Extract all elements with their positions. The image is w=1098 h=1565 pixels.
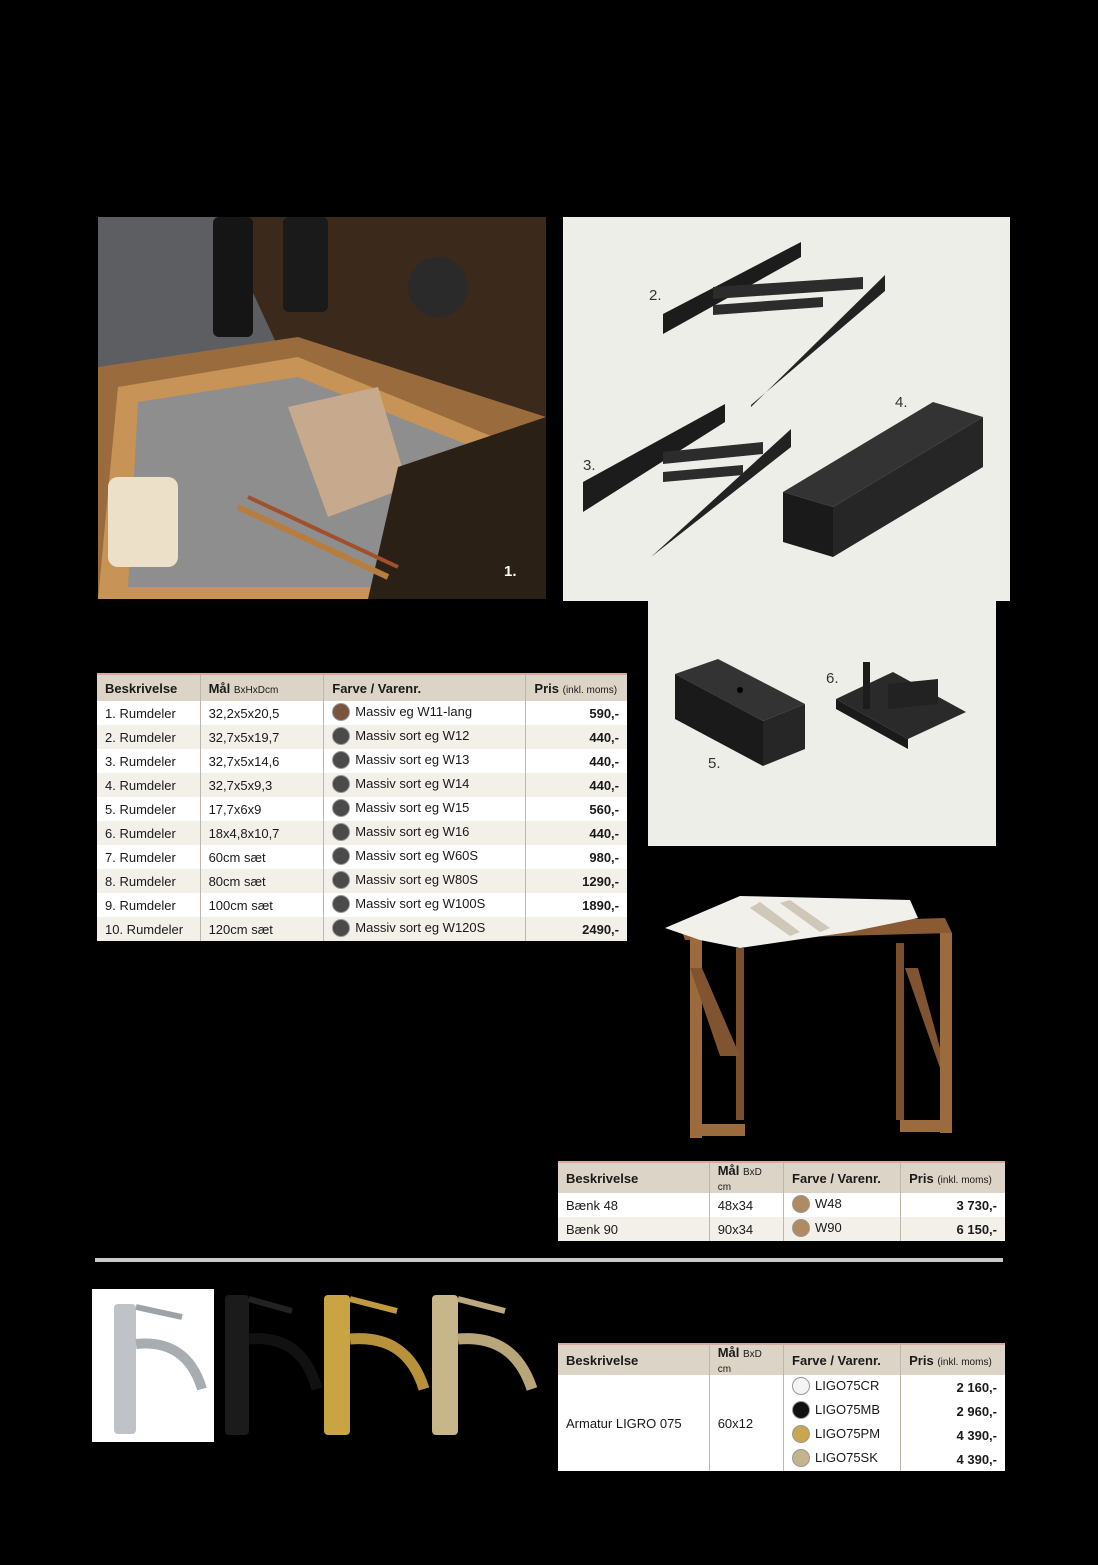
description-cell: 5. Rumdeler (105, 801, 176, 817)
table-row (97, 893, 627, 917)
col-price: Pris (inkl. moms) (901, 1162, 1005, 1193)
color-code: LIGO75MB (815, 1402, 881, 1417)
table-row (97, 917, 627, 941)
color-code: LIGO75SK (815, 1450, 878, 1465)
item-number-label: 5. (708, 755, 721, 772)
price-cell: 4 390,- (901, 1447, 1005, 1471)
item-number-label: 2. (649, 287, 662, 304)
color-cell (324, 869, 526, 893)
size-cell: 80cm sæt (200, 869, 324, 893)
table-row (97, 797, 627, 821)
description-cell: Armatur LIGRO 075 (566, 1415, 682, 1431)
color-swatch (332, 871, 350, 889)
bench-illustration (660, 888, 980, 1140)
color-code: Massiv sort eg W120S (355, 920, 486, 935)
col-description: Beskrivelse (558, 1162, 709, 1193)
size-cell: 32,7x5x19,7 (200, 725, 324, 749)
color-cell (324, 917, 526, 941)
color-swatch-group (332, 775, 469, 793)
color-swatch (332, 799, 350, 817)
price-cell: 2 160,- (901, 1375, 1005, 1399)
color-swatch-group (332, 751, 469, 769)
color-code: Massiv sort eg W12 (355, 728, 470, 743)
item-number-label: 4. (895, 394, 908, 411)
size-cell: 120cm sæt (200, 917, 324, 941)
color-cell (784, 1423, 901, 1447)
table-row (558, 1217, 1005, 1241)
color-swatch-group (332, 919, 485, 937)
description-cell: Bænk 90 (558, 1217, 709, 1241)
color-code: Massiv sort eg W60S (355, 848, 479, 863)
item-number-label: 1. (504, 563, 517, 580)
faucet-price-table (558, 1343, 1005, 1471)
color-swatch (792, 1219, 810, 1237)
price-cell: 440,- (526, 773, 627, 797)
color-swatch (332, 919, 350, 937)
table-row (97, 845, 627, 869)
table-row (558, 1193, 1005, 1217)
price-cell: 590,- (526, 701, 627, 725)
color-swatch-group (332, 823, 469, 841)
description-cell: 9. Rumdeler (105, 897, 176, 913)
size-cell: 32,7x5x14,6 (200, 749, 324, 773)
color-swatch-group (792, 1219, 842, 1237)
price-cell: 440,- (526, 725, 627, 749)
col-color: Farve / Varenr. (784, 1344, 901, 1375)
color-swatch-group (792, 1401, 880, 1419)
color-swatch (792, 1449, 810, 1467)
color-swatch (792, 1195, 810, 1213)
color-cell (324, 845, 526, 869)
color-swatch (332, 751, 350, 769)
table-header-row (558, 1162, 1005, 1193)
table-row (97, 821, 627, 845)
col-color: Farve / Varenr. (784, 1162, 901, 1193)
table-row (97, 749, 627, 773)
color-code: W48 (815, 1196, 842, 1211)
color-code: Massiv sort eg W100S (355, 896, 486, 911)
color-cell (324, 701, 526, 725)
size-cell: 18x4,8x10,7 (200, 821, 324, 845)
table-header-row (558, 1344, 1005, 1375)
divider-pieces-panel (563, 217, 1010, 601)
description-cell: 6. Rumdeler (97, 821, 200, 845)
size-cell: 32,7x5x9,3 (200, 773, 324, 797)
color-swatch-group (332, 703, 472, 721)
drawer-illustration (98, 217, 546, 599)
description-cell: 10. Rumdeler (97, 917, 200, 941)
color-code: W90 (815, 1220, 842, 1235)
faucet-photo (92, 1289, 552, 1444)
size-cell: 32,2x5x20,5 (200, 701, 324, 725)
color-swatch (332, 895, 350, 913)
color-swatch (332, 823, 350, 841)
color-swatch (332, 847, 350, 865)
bench-photo (660, 888, 980, 1140)
description-cell: 3. Rumdeler (105, 753, 176, 769)
description-cell: 1. Rumdeler (105, 705, 176, 721)
color-cell (324, 725, 526, 749)
box-pieces-panel (648, 584, 996, 846)
price-cell: 1290,- (526, 869, 627, 893)
col-price: Pris (inkl. moms) (526, 674, 627, 701)
color-cell (324, 893, 526, 917)
col-price: Pris (inkl. moms) (901, 1344, 1005, 1375)
price-cell: 6 150,- (901, 1217, 1005, 1241)
section-divider (95, 1258, 1003, 1262)
description-cell: 7. Rumdeler (105, 849, 176, 865)
table-row (97, 773, 627, 797)
color-swatch-group (792, 1425, 880, 1443)
color-cell (324, 773, 526, 797)
size-cell: 100cm sæt (200, 893, 324, 917)
color-code: Massiv sort eg W16 (355, 824, 470, 839)
color-code: Massiv sort eg W13 (355, 752, 470, 767)
description-cell: 8. Rumdeler (97, 869, 200, 893)
color-code: LIGO75CR (815, 1378, 880, 1393)
divider-price-table (97, 673, 627, 941)
size-cell: 60x12 (709, 1375, 783, 1471)
col-size: Mål BxD cm (709, 1162, 783, 1193)
table-row (97, 701, 627, 725)
color-swatch (332, 727, 350, 745)
color-swatch (332, 703, 350, 721)
color-cell (324, 749, 526, 773)
divider-pieces-illustration (563, 217, 1010, 601)
color-code: Massiv eg W11-lang (355, 704, 473, 719)
price-cell: 2 960,- (901, 1399, 1005, 1423)
price-cell: 2490,- (526, 917, 627, 941)
color-cell (784, 1193, 901, 1217)
col-size: Mål BxHxDcm (200, 674, 324, 701)
faucet-illustration (92, 1289, 552, 1444)
table-header-row (97, 674, 627, 701)
description-cell: 2. Rumdeler (97, 725, 200, 749)
color-code: Massiv sort eg W15 (355, 800, 470, 815)
col-description: Beskrivelse (558, 1344, 709, 1375)
color-cell (784, 1375, 901, 1399)
item-number-label: 6. (826, 670, 839, 687)
size-cell: 90x34 (709, 1217, 783, 1241)
color-cell (784, 1447, 901, 1471)
color-swatch-group (332, 727, 469, 745)
color-swatch (792, 1401, 810, 1419)
color-code: Massiv sort eg W14 (355, 776, 470, 791)
col-description: Beskrivelse (97, 674, 200, 701)
color-swatch-group (792, 1195, 842, 1213)
size-cell: 17,7x6x9 (200, 797, 324, 821)
price-cell: 1890,- (526, 893, 627, 917)
color-cell (784, 1399, 901, 1423)
price-cell: 440,- (526, 821, 627, 845)
color-cell (784, 1217, 901, 1241)
col-color: Farve / Varenr. (324, 674, 526, 701)
color-cell (324, 821, 526, 845)
drawer-organizer-photo (98, 217, 546, 599)
color-code: LIGO75PM (815, 1426, 881, 1441)
table-row (558, 1375, 1005, 1399)
price-cell: 440,- (526, 749, 627, 773)
price-cell: 4 390,- (901, 1423, 1005, 1447)
color-swatch-group (792, 1449, 878, 1467)
table-row (97, 869, 627, 893)
bench-price-table (558, 1161, 1005, 1241)
color-swatch-group (332, 847, 478, 865)
item-number-label: 3. (583, 457, 596, 474)
size-cell: 60cm sæt (200, 845, 324, 869)
price-cell: 560,- (526, 797, 627, 821)
color-swatch-group (332, 871, 478, 889)
col-size: Mål BxD cm (709, 1344, 783, 1375)
box-pieces-illustration (648, 584, 996, 846)
size-cell: 48x34 (709, 1193, 783, 1217)
description-cell: 4. Rumdeler (97, 773, 200, 797)
price-cell: 3 730,- (901, 1193, 1005, 1217)
color-swatch (332, 775, 350, 793)
color-swatch (792, 1425, 810, 1443)
description-cell: Bænk 48 (566, 1197, 619, 1213)
color-swatch-group (332, 895, 485, 913)
color-code: Massiv sort eg W80S (355, 872, 479, 887)
table-row (97, 725, 627, 749)
color-swatch-group (332, 799, 469, 817)
color-swatch-group (792, 1377, 879, 1395)
color-swatch (792, 1377, 810, 1395)
price-cell: 980,- (526, 845, 627, 869)
color-cell (324, 797, 526, 821)
